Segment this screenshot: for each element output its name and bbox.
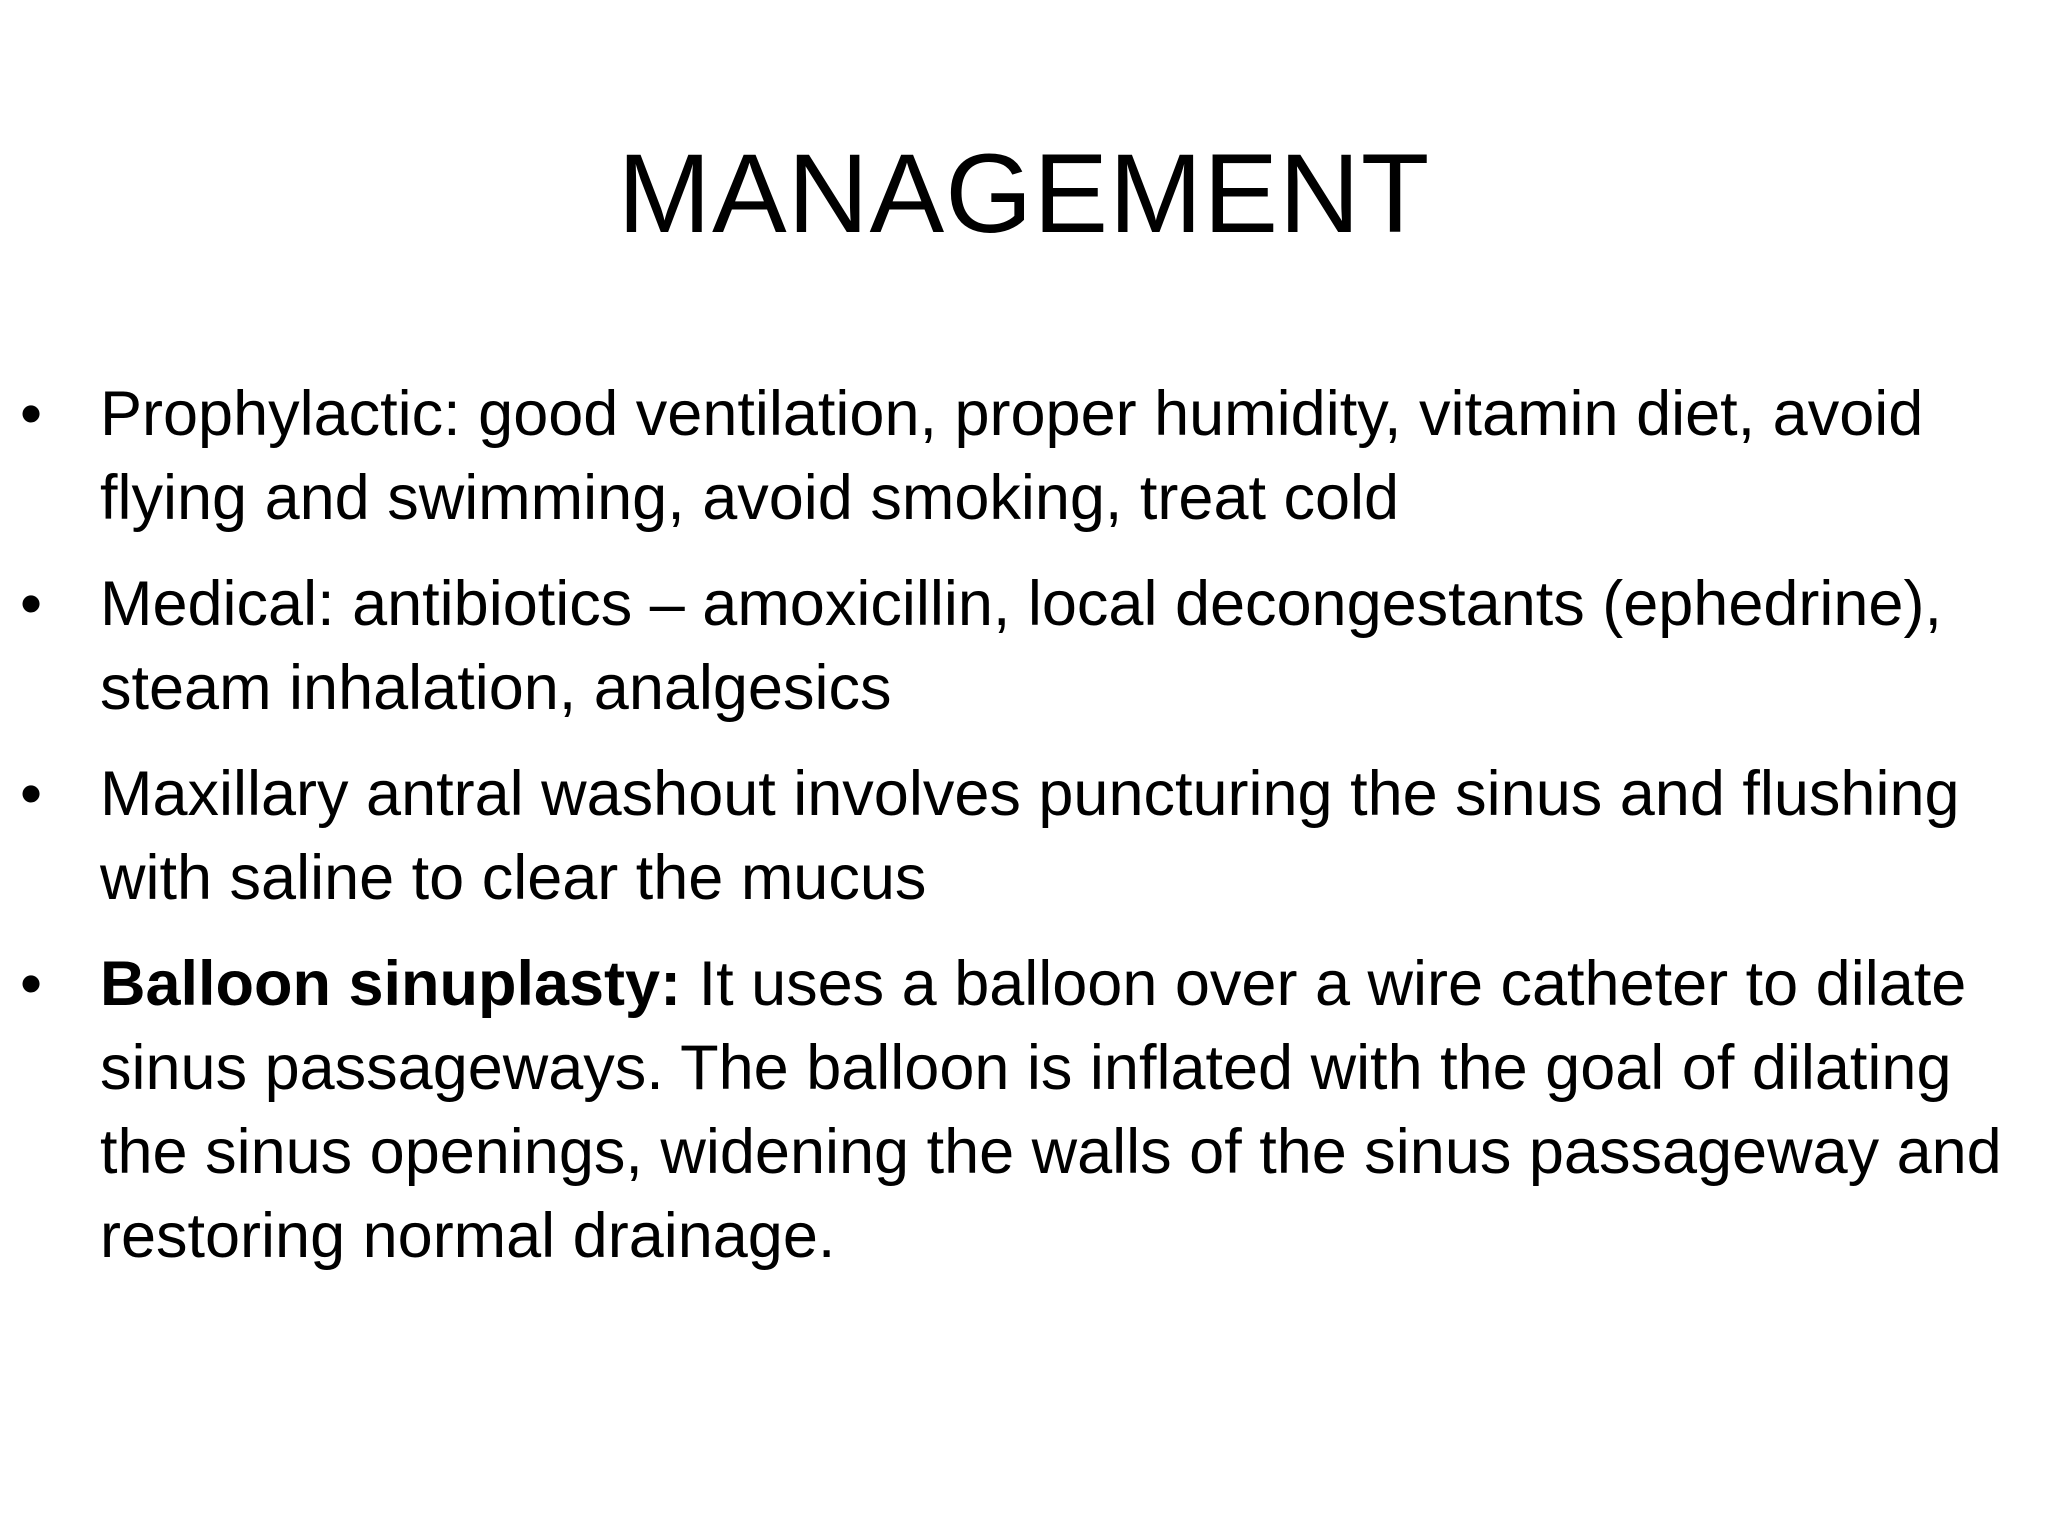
bullet-text: Medical: antibiotics – amoxicillin, local decongestants (ephedrine), steam inhalation, analgesics — [100, 569, 1942, 723]
bullet-text: Maxillary antral washout involves puncturing the sinus and flushing with saline to clear the mucus — [100, 759, 1960, 913]
bullet-text: Prophylactic: good ventilation, proper humidity, vitamin diet, avoid flying and swimming, avoid smoking, treat cold — [100, 379, 1924, 533]
bullet-item-prophylactic — [20, 372, 2010, 540]
bullet-bold-lead: Balloon sinuplasty: — [100, 949, 682, 1019]
bullet-item-balloon-sinuplasty — [20, 942, 2010, 1278]
bullet-icon: • — [20, 759, 43, 829]
bullet-item-antral-washout — [20, 752, 2010, 920]
bullet-list — [20, 372, 2010, 1300]
bullet-item-medical — [20, 562, 2010, 730]
bullet-icon: • — [20, 949, 43, 1019]
bullet-text: It uses a balloon over a wire catheter to dilate sinus passageways. The balloon is inflated with the goal of dilating the sinus openings, widening the walls of the sinus passageway and restoring normal drainage. — [100, 949, 2002, 1271]
bullet-icon: • — [20, 569, 43, 639]
bullet-icon: • — [20, 379, 43, 449]
slide-title: MANAGEMENT — [617, 131, 1431, 256]
